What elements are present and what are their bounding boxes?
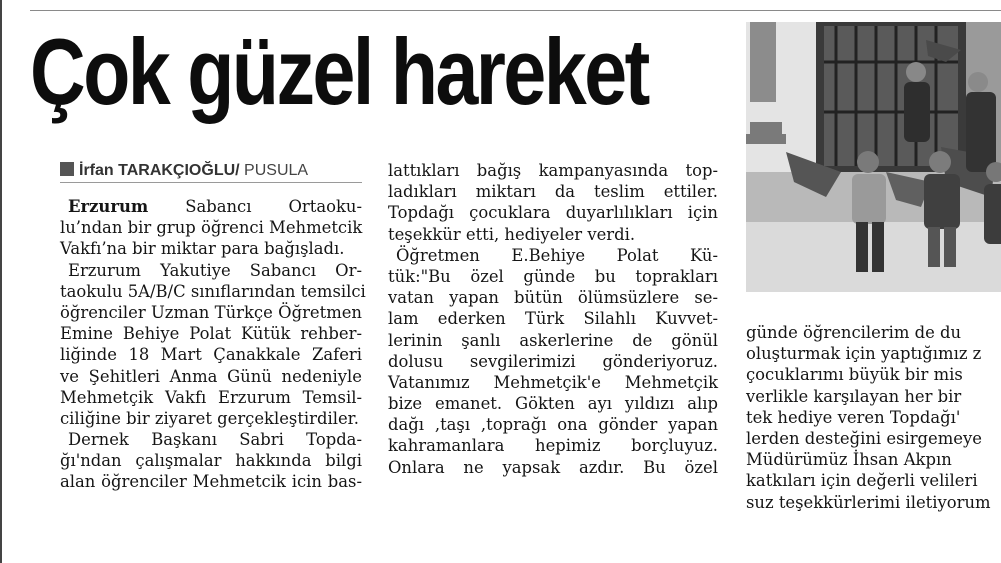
text-line: lattıkları bağış kampanyasında top-: [388, 161, 718, 180]
text-line: vatan yapan bütün ölümsüzlere se-: [388, 288, 718, 308]
article-column-1: [60, 196, 366, 493]
page-edge-rule: [0, 0, 2, 563]
text-line: suz teşekkürlerimi iletiyorum: [746, 492, 991, 512]
text-line: öğrenciler Uzman Türkçe Öğretmen: [60, 302, 362, 322]
text-line: liğinde 18 Mart Çanakkale Zaferi: [60, 345, 362, 365]
byline-source: PUSULA: [239, 162, 309, 179]
article-column-3: [746, 322, 1001, 513]
text-line: dolusu sevgilerimizi gönderiyoruz.: [388, 351, 718, 371]
text-line: Öğretmen E.Behiye Polat Kü-: [396, 245, 718, 265]
byline-author: İrfan TARAKÇIOĞLU/: [79, 162, 240, 179]
dateline: Erzurum: [68, 197, 149, 216]
text-line: dağı ,taşı ,toprağı ona gönder yapan: [388, 415, 718, 435]
article-column-2: [388, 160, 718, 478]
text-line: çocuklarımı büyük bir mis: [746, 365, 963, 385]
text-line: oluşturmak için yaptığımız z: [746, 344, 982, 364]
text-line: alan öğrenciler Mehmetcik icin bas-: [60, 472, 362, 492]
text-line: Emine Behiye Polat Kütük rehber-: [60, 324, 362, 344]
text-line: kahramanlara hepimiz borçluyuz.: [388, 436, 718, 456]
photo-illustration: [746, 22, 1001, 292]
text-line: ğı'ndan çalışmalar hakkında bilgi: [60, 451, 362, 471]
text-line: lerinin şanlı askerlerine de gönül: [388, 330, 718, 350]
text-line: Müdürümüz İhsan Akpın: [746, 450, 952, 470]
text-line: verlikle karşılayan her bir: [746, 386, 962, 406]
text-line: tek hediye veren Topdağı': [746, 407, 961, 427]
text-line: lu’ndan bir grup öğrenci Mehmetcik: [60, 218, 363, 238]
text-line: bize emanet. Gökten ayı yıldızı alıp: [388, 394, 718, 414]
text-line: tük:"Bu özel günde bu toprakları: [388, 266, 718, 286]
text-line: Dernek Başkanı Sabri Topda-: [68, 430, 362, 450]
top-divider: [30, 10, 1001, 11]
text-line: teşekkür etti, hediyeler verdi.: [388, 224, 636, 244]
text-line: Topdağı çocuklara duyarlılıkları için: [388, 203, 718, 223]
text-line: ladıkları miktarı da teslim ettiler.: [388, 182, 718, 202]
students-with-flags-photo: [746, 22, 1001, 292]
text-line: lerden desteğini esirgemeye: [746, 428, 982, 448]
text-line: ve Şehitleri Anma Günü nedeniyle: [60, 366, 362, 386]
text-line: Vakfı’na bir miktar para bağışladı.: [60, 239, 345, 259]
text-line: Erzurum Yakutiye Sabancı Or-: [68, 260, 362, 280]
text-line: lam ederken Türk Silahlı Kuvvet-: [388, 309, 718, 329]
byline: [60, 160, 362, 183]
text-line: günde öğrencilerim de du: [746, 323, 962, 342]
text-line: katkıları için değerli velileri: [746, 471, 978, 491]
text-line: Erzurum Sabancı Ortaoku-: [68, 197, 362, 216]
text-line: Vatanımız Mehmetçik'e Mehmetçik: [388, 372, 718, 392]
byline-square-icon: [60, 162, 74, 176]
headline: Çok güzel hareket: [30, 19, 648, 124]
text-line: Onlara ne yapsak azdır. Bu özel: [388, 457, 718, 477]
text-line: Mehmetçik Vakfı Erzurum Temsil-: [60, 387, 362, 407]
text-line: ciliğine bir ziyaret gerçekleştirdiler.: [60, 408, 359, 428]
text-line: taokulu 5A/B/C sınıflarından temsilci: [60, 281, 366, 301]
